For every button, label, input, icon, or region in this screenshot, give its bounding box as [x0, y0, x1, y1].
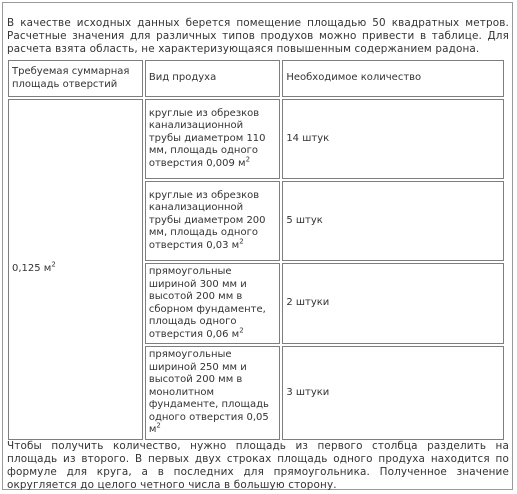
vent-count-cell: 2 штуки [282, 263, 504, 344]
vent-count-cell: 14 штук [282, 99, 504, 179]
vent-type-unit-exponent: 2 [156, 421, 161, 430]
vent-count-cell: 5 штук [282, 181, 504, 261]
vent-calculation-table [6, 58, 506, 442]
total-area-unit-exponent: 2 [51, 260, 56, 269]
header-required-count: Необходимое количество [282, 60, 504, 97]
vent-type-cell [145, 99, 280, 179]
vent-count-cell: 3 штуки [282, 346, 504, 440]
outro-paragraph: Чтобы получить количество, нужно площадь из первого столбца разделить на площадь из второго. В первых двух строках площадь одного продуха находится по формуле для круга, а в последних для прямоугольника. Полученное значение округляется до целого четного числа в большую сторону. [7, 440, 509, 492]
vent-type-text: прямоугольные шириной 250 мм и высотой 200 мм в монолитном фундаменте, площадь одного отверстия 0,05 м [148, 349, 269, 435]
header-vent-type: Вид продуха [145, 60, 280, 97]
vent-type-unit-exponent: 2 [239, 237, 244, 246]
vent-type-text: круглые из обрезков канализационной трубы диаметром 110 мм, площадь одного отверстия 0,009 м [148, 107, 266, 169]
total-area-value: 0,125 м [12, 263, 52, 274]
vent-type-text: круглые из обрезков канализационной трубы диаметром 200 мм, площадь одного отверстия 0,03 м [148, 189, 266, 251]
vent-type-cell [145, 181, 280, 261]
intro-paragraph: В качестве исходных данных берется помещение площадью 50 квадратных метров. Расчетные значения для различных типов продухов можно привести в таблице. Для расчета взята область, не характеризующаяся повышенным содержанием радона. [7, 17, 509, 56]
table-header-row [8, 60, 504, 97]
total-area-cell [8, 99, 143, 440]
header-total-area: Требуемая суммарная площадь отверстий [8, 60, 143, 97]
vent-type-cell [145, 263, 280, 344]
vent-type-cell [145, 346, 280, 440]
vent-type-unit-exponent: 2 [239, 326, 244, 335]
table-row [8, 99, 504, 179]
vent-type-text: прямоугольные шириной 300 мм и высотой 200 мм в сборном фундаменте, площадь одного отверстия 0,06 м [148, 266, 266, 340]
vent-type-unit-exponent: 2 [245, 155, 251, 164]
